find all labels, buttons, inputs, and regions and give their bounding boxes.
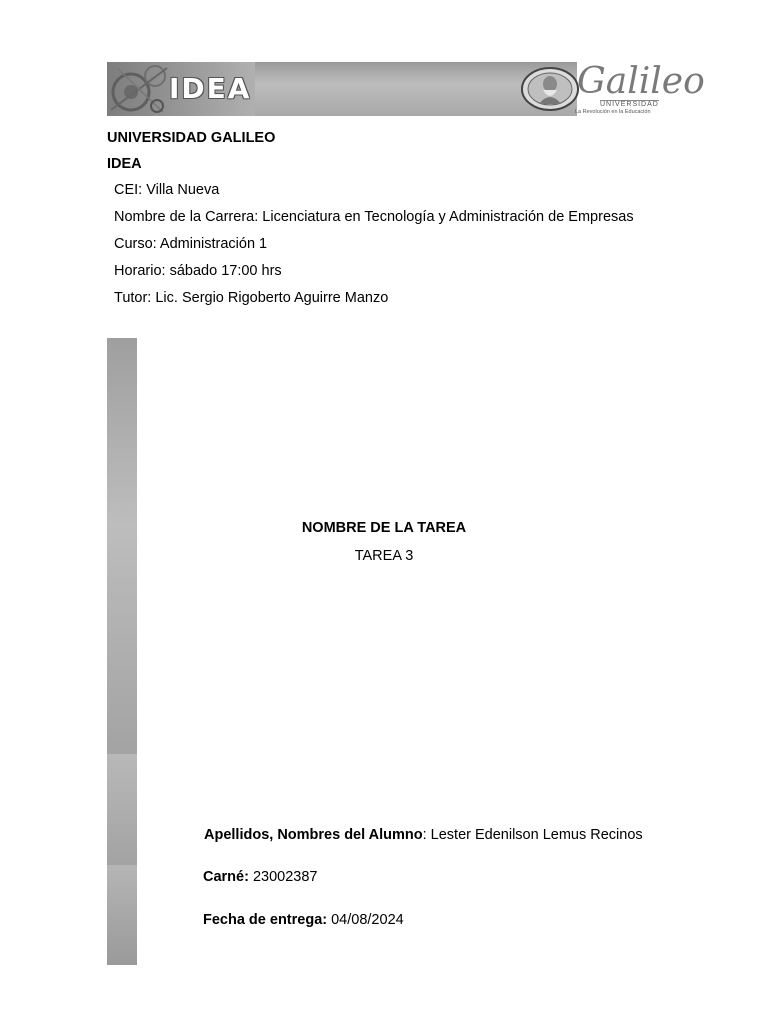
tutor-line: Tutor: Lic. Sergio Rigoberto Aguirre Manzo [114,290,389,306]
task-heading: NOMBRE DE LA TAREA [301,520,467,536]
student-name-value: : Lester Edenilson Lemus Recinos [422,827,643,843]
cei-line: CEI: Villa Nueva [114,182,220,198]
decorative-side-stripe [107,338,137,965]
delivery-date-line [203,912,404,928]
galileo-wordmark: Galileo [577,61,705,102]
header-banner [107,61,705,116]
galileo-portrait-emblem [521,66,579,112]
student-name-line [204,827,643,843]
institution-block [107,129,275,181]
stripe-segment [107,865,137,965]
stripe-segment [107,338,137,754]
idea-logo: IDEA [169,72,252,105]
student-id-value: 23002387 [248,869,318,885]
delivery-date-value: 04/08/2024 [327,912,404,928]
course-info [114,181,634,316]
university-name: UNIVERSIDAD GALILEO [107,130,276,146]
idea-banner-art [107,62,255,116]
task-name: TAREA 3 [354,548,414,564]
stripe-segment [107,754,137,865]
galileo-subtitle: UNIVERSIDAD [600,101,659,108]
delivery-date-label: Fecha de entrega: [203,912,328,928]
student-name-label: Apellidos, Nombres del Alumno [204,827,423,843]
galileo-tagline: La Revolución en la Educación [575,109,651,115]
career-line: Nombre de la Carrera: Licenciatura en Tecnología y Administración de Empresas [114,209,634,225]
course-line: Curso: Administración 1 [114,236,268,252]
program-name: IDEA [107,156,142,172]
schedule-line: Horario: sábado 17:00 hrs [114,263,282,279]
student-id-label: Carné: [203,869,249,885]
student-id-line [203,869,317,885]
